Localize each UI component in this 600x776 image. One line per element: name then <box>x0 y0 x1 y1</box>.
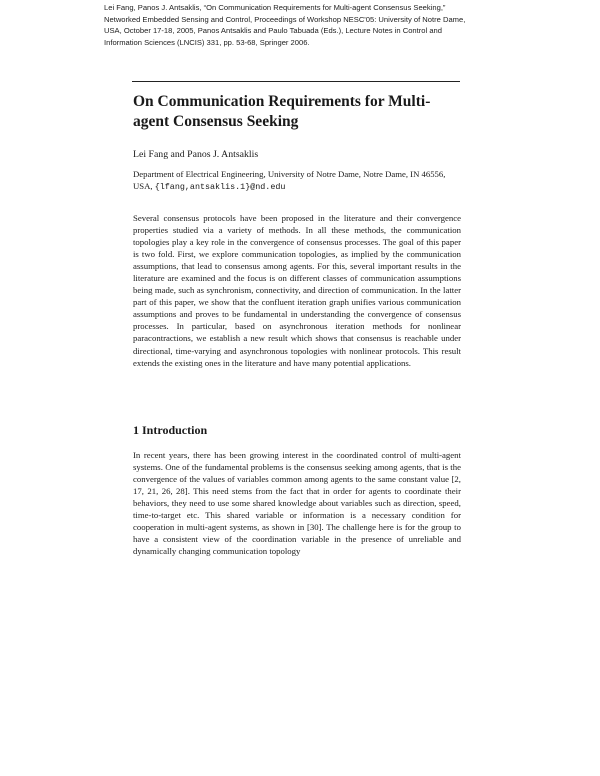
paper-authors: Lei Fang and Panos J. Antsaklis <box>133 149 259 160</box>
introduction-body <box>133 449 461 557</box>
title-rule <box>132 81 460 82</box>
affiliation-text: Department of Electrical Engineering, University of Notre Dame, Notre Dame, IN 46556, USA, <box>133 169 446 191</box>
paper-affiliation <box>133 168 463 193</box>
paper-title: On Communication Requirements for Multi-agent Consensus Seeking <box>133 93 431 130</box>
abstract-text: Several consensus protocols have been proposed in the literature and their convergence properties studied via a variety of methods. In all these methods, the communication topologies play a key role in the convergence of consensus processes. The goal of this paper is two fold. First, we explore communication topologies, as implied by the communication assumptions, that lead to consensus among agents. For this, several important results in the literature are examined and the focus is on different classes of communication assumptions being made, such as synchronism, connectivity, and direction of communication. In the latter part of this paper, we show that the confluent iteration graph unifies various communication assumptions and proves to be fundamental in understanding the convergence of consensus processes. In particular, based on asynchronous iteration methods for nonlinear paracontractions, we establish a new result which shows that consensus is reachable under directional, time-varying and asynchronous topologies with nonlinear protocols. This result extends the existing ones in the literature and have many potential applications. <box>133 213 461 368</box>
section-heading-introduction: 1 Introduction <box>133 423 208 437</box>
author-emails: {lfang,antsaklis.1}@nd.edu <box>154 182 286 192</box>
citation-header: Lei Fang, Panos J. Antsaklis, “On Communication Requirements for Multi-agent Consensus Seeking,” Networked Embedded Sensing and Control, Proceedings of Workshop NESC'05: University of Notre Dame, USA, October 17-18, 2005, Panos Antsaklis and Paulo Tabuada (Eds.), Lecture Notes in Control and Information Sciences (LNCIS) 331, pp. 53-68, Springer 2006. <box>104 3 466 47</box>
introduction-paragraph: In recent years, there has been growing interest in the coordinated control of multi-agent systems. One of the fundamental problems is the consensus seeking among agents, that is the convergence of the values of variables common among agents to the same constant value [2, 17, 21, 26, 28]. This need stems from the fact that in order for agents to coordinate their behaviors, they need to use some shared knowledge about variables such as direction, speed, time-to-target etc. This shared variable or information is a necessary condition for cooperation in multi-agent systems, as shown in [30]. The challenge here is for the group to have a consistent view of the coordination variable in the presence of unreliable and dynamically changing communication topology <box>133 450 461 557</box>
abstract <box>133 212 461 369</box>
